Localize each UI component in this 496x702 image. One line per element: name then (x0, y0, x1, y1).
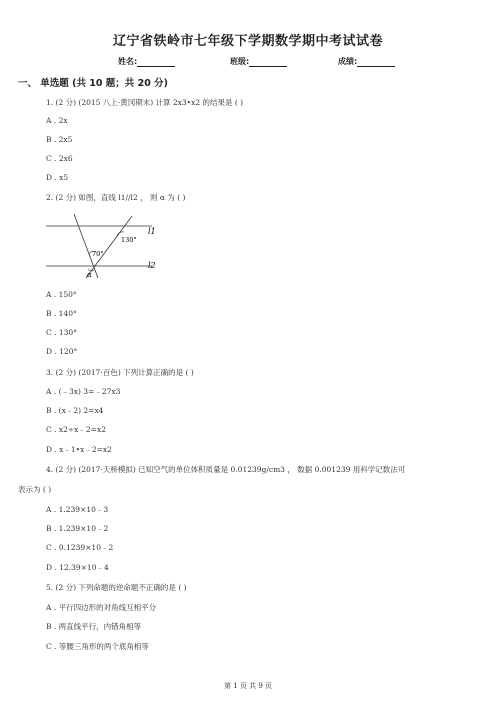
q1-option-d: D . x5 (46, 173, 69, 182)
q5-stem: 5. (2 分) 下列命题的逆命题不正确的是 ( ) (46, 583, 187, 592)
q2-option-d: D . 120° (46, 347, 78, 356)
q3-option-a: A . (﹣3x) 3=﹣27x3 (46, 387, 121, 396)
class-label: 班级: (230, 57, 250, 66)
q2-option-b: B . 140° (46, 309, 77, 318)
q3-option-c: C . x2÷x﹣2=x2 (46, 425, 106, 434)
q3-option-b: B . (x﹣2) 2=x4 (46, 406, 104, 415)
transversal-1 (74, 214, 98, 278)
class-blank (249, 58, 287, 67)
q2-parallel-lines-figure (44, 212, 164, 278)
q3-option-d: D . x﹣1•x﹣2=x2 (46, 445, 112, 454)
score-blank (357, 58, 395, 67)
label-130: 130° (121, 236, 137, 244)
q1-stem: 1. (2 分) (2015 八上·黄冈期末) 计算 2x3•x2 的结果是 ( ) (46, 98, 244, 107)
q4-stem: 4. (2 分) (2017·天桥模拟) 已知空气的单位体积质量是 0.01239g/cm3 ， 数据 0.001239 用科学记数法可 (46, 465, 406, 474)
q5-option-b: B . 两直线平行，内错角相等 (46, 622, 142, 631)
class-field (230, 56, 287, 67)
page-title: 辽宁省铁岭市七年级下学期数学期中考试试卷 (112, 34, 383, 49)
q1-option-c: C . 2x6 (46, 154, 73, 163)
section-heading: 一、 单选题 (共 10 题；共 20 分) (18, 78, 168, 89)
label-alpha: α (87, 271, 92, 278)
q1-option-a: A . 2x (46, 116, 68, 125)
label-l1: l1 (148, 227, 156, 236)
q3-stem: 3. (2 分) (2017·百色) 下列计算正确的是 ( ) (46, 368, 194, 377)
label-l2: l2 (148, 261, 156, 270)
name-blank (137, 58, 175, 67)
transversal-2 (86, 216, 132, 278)
q5-option-a: A . 平行四边形的对角线互相平分 (46, 603, 157, 612)
q4-option-c: C . 0.1239×10﹣2 (46, 543, 114, 552)
q4-stem-continued: 表示为 ( ) (18, 485, 52, 494)
name-field (118, 56, 175, 67)
q2-option-a: A . 150° (46, 290, 77, 299)
score-field (338, 56, 395, 67)
q4-option-a: A . 1.239×10﹣3 (46, 505, 109, 514)
name-label: 姓名: (118, 57, 138, 66)
score-label: 成绩: (338, 57, 358, 66)
label-70: 70° (92, 250, 104, 258)
q4-option-d: D . 12.39×10﹣4 (46, 563, 109, 572)
q2-option-c: C . 130° (46, 328, 77, 337)
q4-option-b: B . 1.239×10﹣2 (46, 524, 109, 533)
q1-option-b: B . 2x5 (46, 135, 73, 144)
q5-option-c: C . 等腰三角形的两个底角相等 (46, 642, 149, 651)
page-footer: 第 1 页 共 9 页 (223, 682, 273, 690)
q2-stem: 2. (2 分) 如图，直线 l1//l2 ， 则 α 为 ( ) (46, 193, 186, 202)
